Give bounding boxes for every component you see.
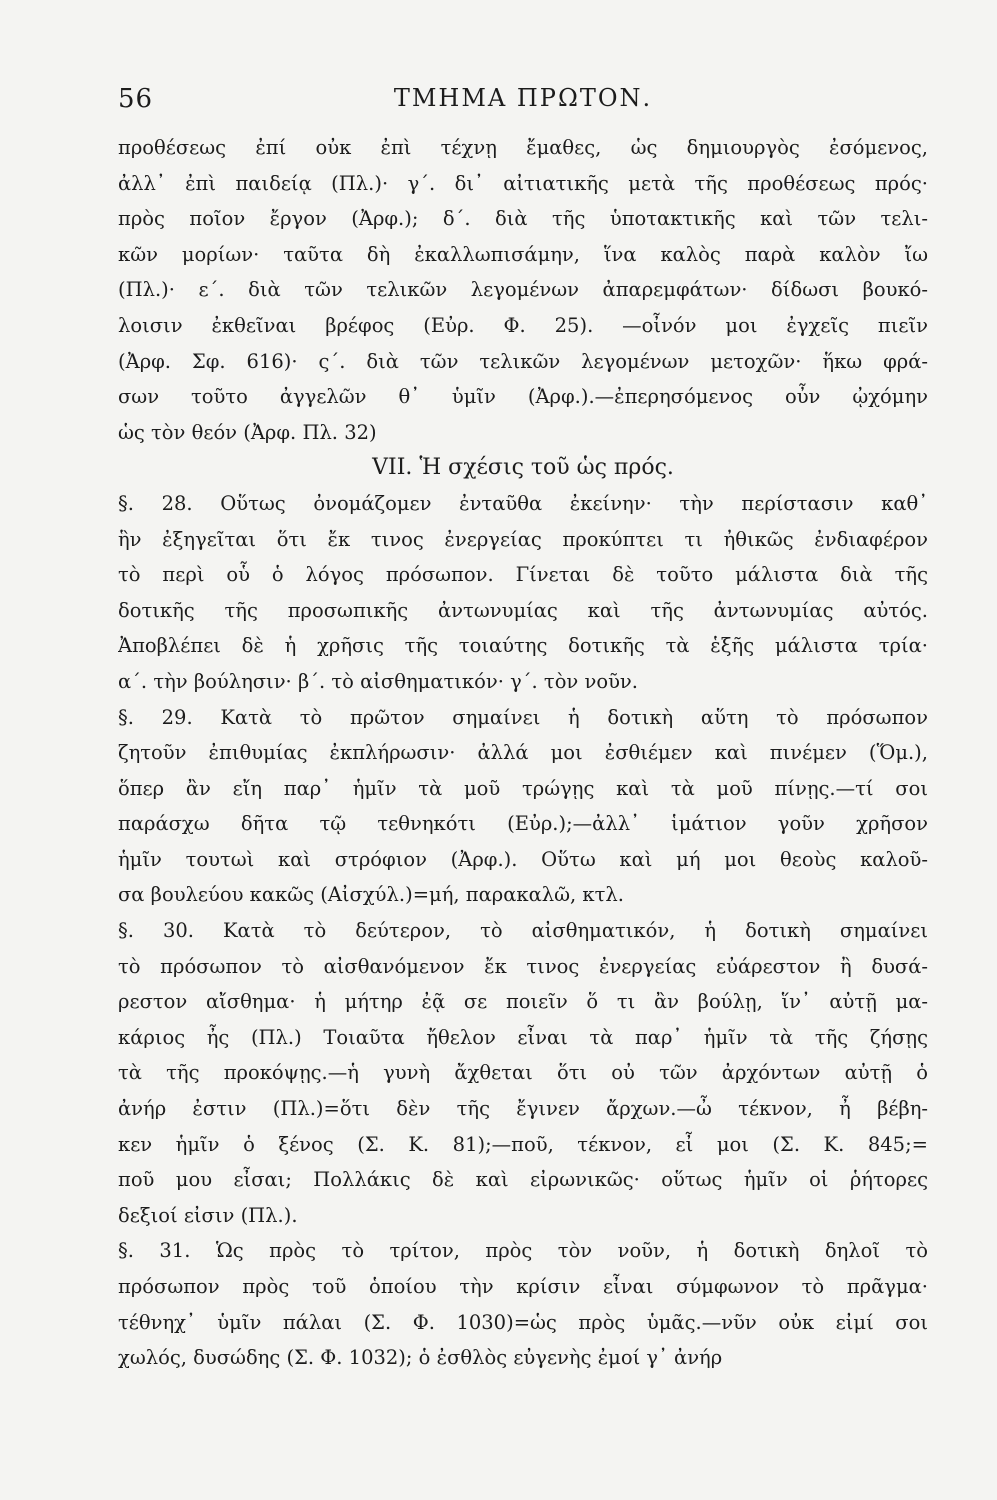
- text-line: χωλός, δυσώδης (Σ. Φ. 1032); ὁ ἐσθλὸς εὐγενὴς ἐμοί γ᾽ ἀνήρ: [118, 1346, 723, 1370]
- text-line: δεξιοί εἰσιν (Πλ.).: [118, 1203, 298, 1227]
- text-line: §. 30. Κατὰ τὸ δεύτερον, τὸ αἰσθηματικόν, ἡ δοτικὴ σημαίνει: [118, 919, 928, 943]
- text-line: παράσχω δῆτα τῷ τεθνηκότι (Εὐρ.);—ἀλλ᾽ ἱμάτιον γοῦν χρῆσον: [118, 812, 928, 836]
- text-line: σων τοῦτο ἀγγελῶν θ᾽ ὑμῖν (Ἀρφ.).—ἐπερησόμενος οὖν ᾠχόμην: [118, 385, 928, 409]
- text-line: τέθνηχ᾽ ὑμῖν πάλαι (Σ. Φ. 1030)=ὡς πρὸς ὑμᾶς.—νῦν οὐκ εἰμί σοι: [118, 1310, 928, 1334]
- text-line: Ἀποβλέπει δὲ ἡ χρῆσις τῆς τοιαύτης δοτικῆς τὰ ἑξῆς μάλιστα τρία·: [118, 634, 928, 658]
- text-line: §. 28. Οὕτως ὀνομάζομεν ἐνταῦθα ἐκείνην· τὴν περίστασιν καθ᾽: [118, 491, 928, 515]
- text-line: §. 31. Ὡς πρὸς τὸ τρίτον, πρὸς τὸν νοῦν, ἡ δοτικὴ δηλοῖ τὸ: [118, 1239, 928, 1263]
- text-line: λοισιν ἐκθεῖναι βρέφος (Εὐρ. Φ. 25). —οἶνόν μοι ἐγχεῖς πιεῖν: [118, 313, 928, 337]
- text-line: ἡμῖν τουτωὶ καὶ στρόφιον (Ἀρφ.). Οὕτω καὶ μή μοι θεοὺς καλοῦ-: [118, 847, 928, 871]
- text-line: τὸ πρόσωπον τὸ αἰσθανόμενον ἔκ τινος ἐνεργείας εὐάρεστον ἢ δυσά-: [118, 954, 928, 978]
- text-line: ἣν ἐξηγεῖται ὅτι ἔκ τινος ἐνεργείας προκύπτει τι ἠθικῶς ἐνδιαφέρον: [118, 527, 928, 551]
- text-line: προθέσεως ἐπί οὐκ ἐπὶ τέχνῃ ἔμαθες, ὡς δημιουργὸς ἐσόμενος,: [118, 136, 928, 159]
- text-line: ὅπερ ἂν εἴη παρ᾽ ἡμῖν τὰ μοῦ τρώγῃς καὶ τὰ μοῦ πίνῃς.—τί σοι: [118, 776, 928, 800]
- text-line: τὰ τῆς προκόψῃς.—ἡ γυνὴ ἄχθεται ὅτι οὐ τῶν ἀρχόντων αὐτῇ ὁ: [118, 1061, 928, 1085]
- page-header: [118, 80, 928, 120]
- text-line: σα βουλεύου κακῶς (Αἰσχύλ.)=μή, παρακαλῶ, κτλ.: [118, 883, 624, 907]
- text-line: ποῦ μου εἶσαι; Πολλάκις δὲ καὶ εἰρωνικῶς· οὕτως ἡμῖν οἱ ῥήτορες: [118, 1168, 928, 1192]
- text-line: πρόσωπον πρὸς τοῦ ὁποίου τὴν κρίσιν εἶναι σύμφωνον τὸ πρᾶγμα·: [118, 1275, 928, 1298]
- text-line: ρεστον αἴσθημα· ἡ μήτηρ ἐᾷ σε ποιεῖν ὅ τι ἂν βούλῃ, ἵν᾽ αὐτῇ μα-: [118, 990, 928, 1014]
- body-text: [118, 130, 928, 1376]
- text-line: α΄. τὴν βούλησιν· β΄. τὸ αἰσθηματικόν· γ΄. τὸν νοῦν.: [118, 669, 638, 693]
- text-line: ἀνήρ ἐστιν (Πλ.)=ὅτι δὲν τῆς ἔγινεν ἄρχων.—ὦ τέκνον, ἦ βέβη-: [118, 1097, 928, 1121]
- text-line: ὡς τὸν θεόν (Ἀρφ. Πλ. 32): [118, 420, 377, 444]
- running-title: ΤΜΗΜΑ ΠΡΩΤΟΝ.: [393, 84, 653, 112]
- text-line: κῶν μορίων· ταῦτα δὴ ἐκαλλωπισάμην, ἵνα καλὸς παρὰ καλὸν ἴω: [118, 242, 928, 266]
- text-line: (Ἀρφ. Σφ. 616)· ς΄. διὰ τῶν τελικῶν λεγομένων μετοχῶν· ἥκω φρά-: [118, 349, 928, 373]
- text-line: κεν ἡμῖν ὁ ξένος (Σ. Κ. 81);—ποῦ, τέκνον, εἶ μοι (Σ. Κ. 845;=: [118, 1132, 928, 1156]
- text-line: §. 29. Κατὰ τὸ πρῶτον σημαίνει ἡ δοτικὴ αὕτη τὸ πρόσωπον: [118, 705, 928, 729]
- text-line: ζητοῦν ἐπιθυμίας ἐκπλήρωσιν· ἀλλά μοι ἐσθιέμεν καὶ πινέμεν (Ὅμ.),: [118, 741, 928, 765]
- text-line: κάριος ἦς (Πλ.) Τοιαῦτα ἤθελον εἶναι τὰ παρ᾽ ἡμῖν τὰ τῆς ζήσῃς: [118, 1025, 928, 1049]
- text-line: τὸ περὶ οὗ ὁ λόγος πρόσωπον. Γίνεται δὲ τοῦτο μάλιστα διὰ τῆς: [118, 563, 928, 587]
- text-line: (Πλ.)· ε΄. διὰ τῶν τελικῶν λεγομένων ἀπαρεμφάτων· δίδωσι βουκό-: [118, 278, 928, 302]
- section-heading: VII. Ἡ σχέσις τοῦ ὡς πρός.: [372, 455, 674, 481]
- page-number: 56: [118, 84, 154, 114]
- text-line: πρὸς ποῖον ἔργον (Ἀρφ.); δ΄. διὰ τῆς ὑποτακτικῆς καὶ τῶν τελι-: [118, 207, 928, 231]
- text-line: δοτικῆς τῆς προσωπικῆς ἀντωνυμίας καὶ τῆς ἀντωνυμίας αὐτός.: [118, 598, 928, 622]
- text-line: ἀλλ᾽ ἐπὶ παιδείᾳ (Πλ.)· γ΄. δι᾽ αἰτιατικῆς μετὰ τῆς προθέσεως πρός·: [118, 171, 928, 195]
